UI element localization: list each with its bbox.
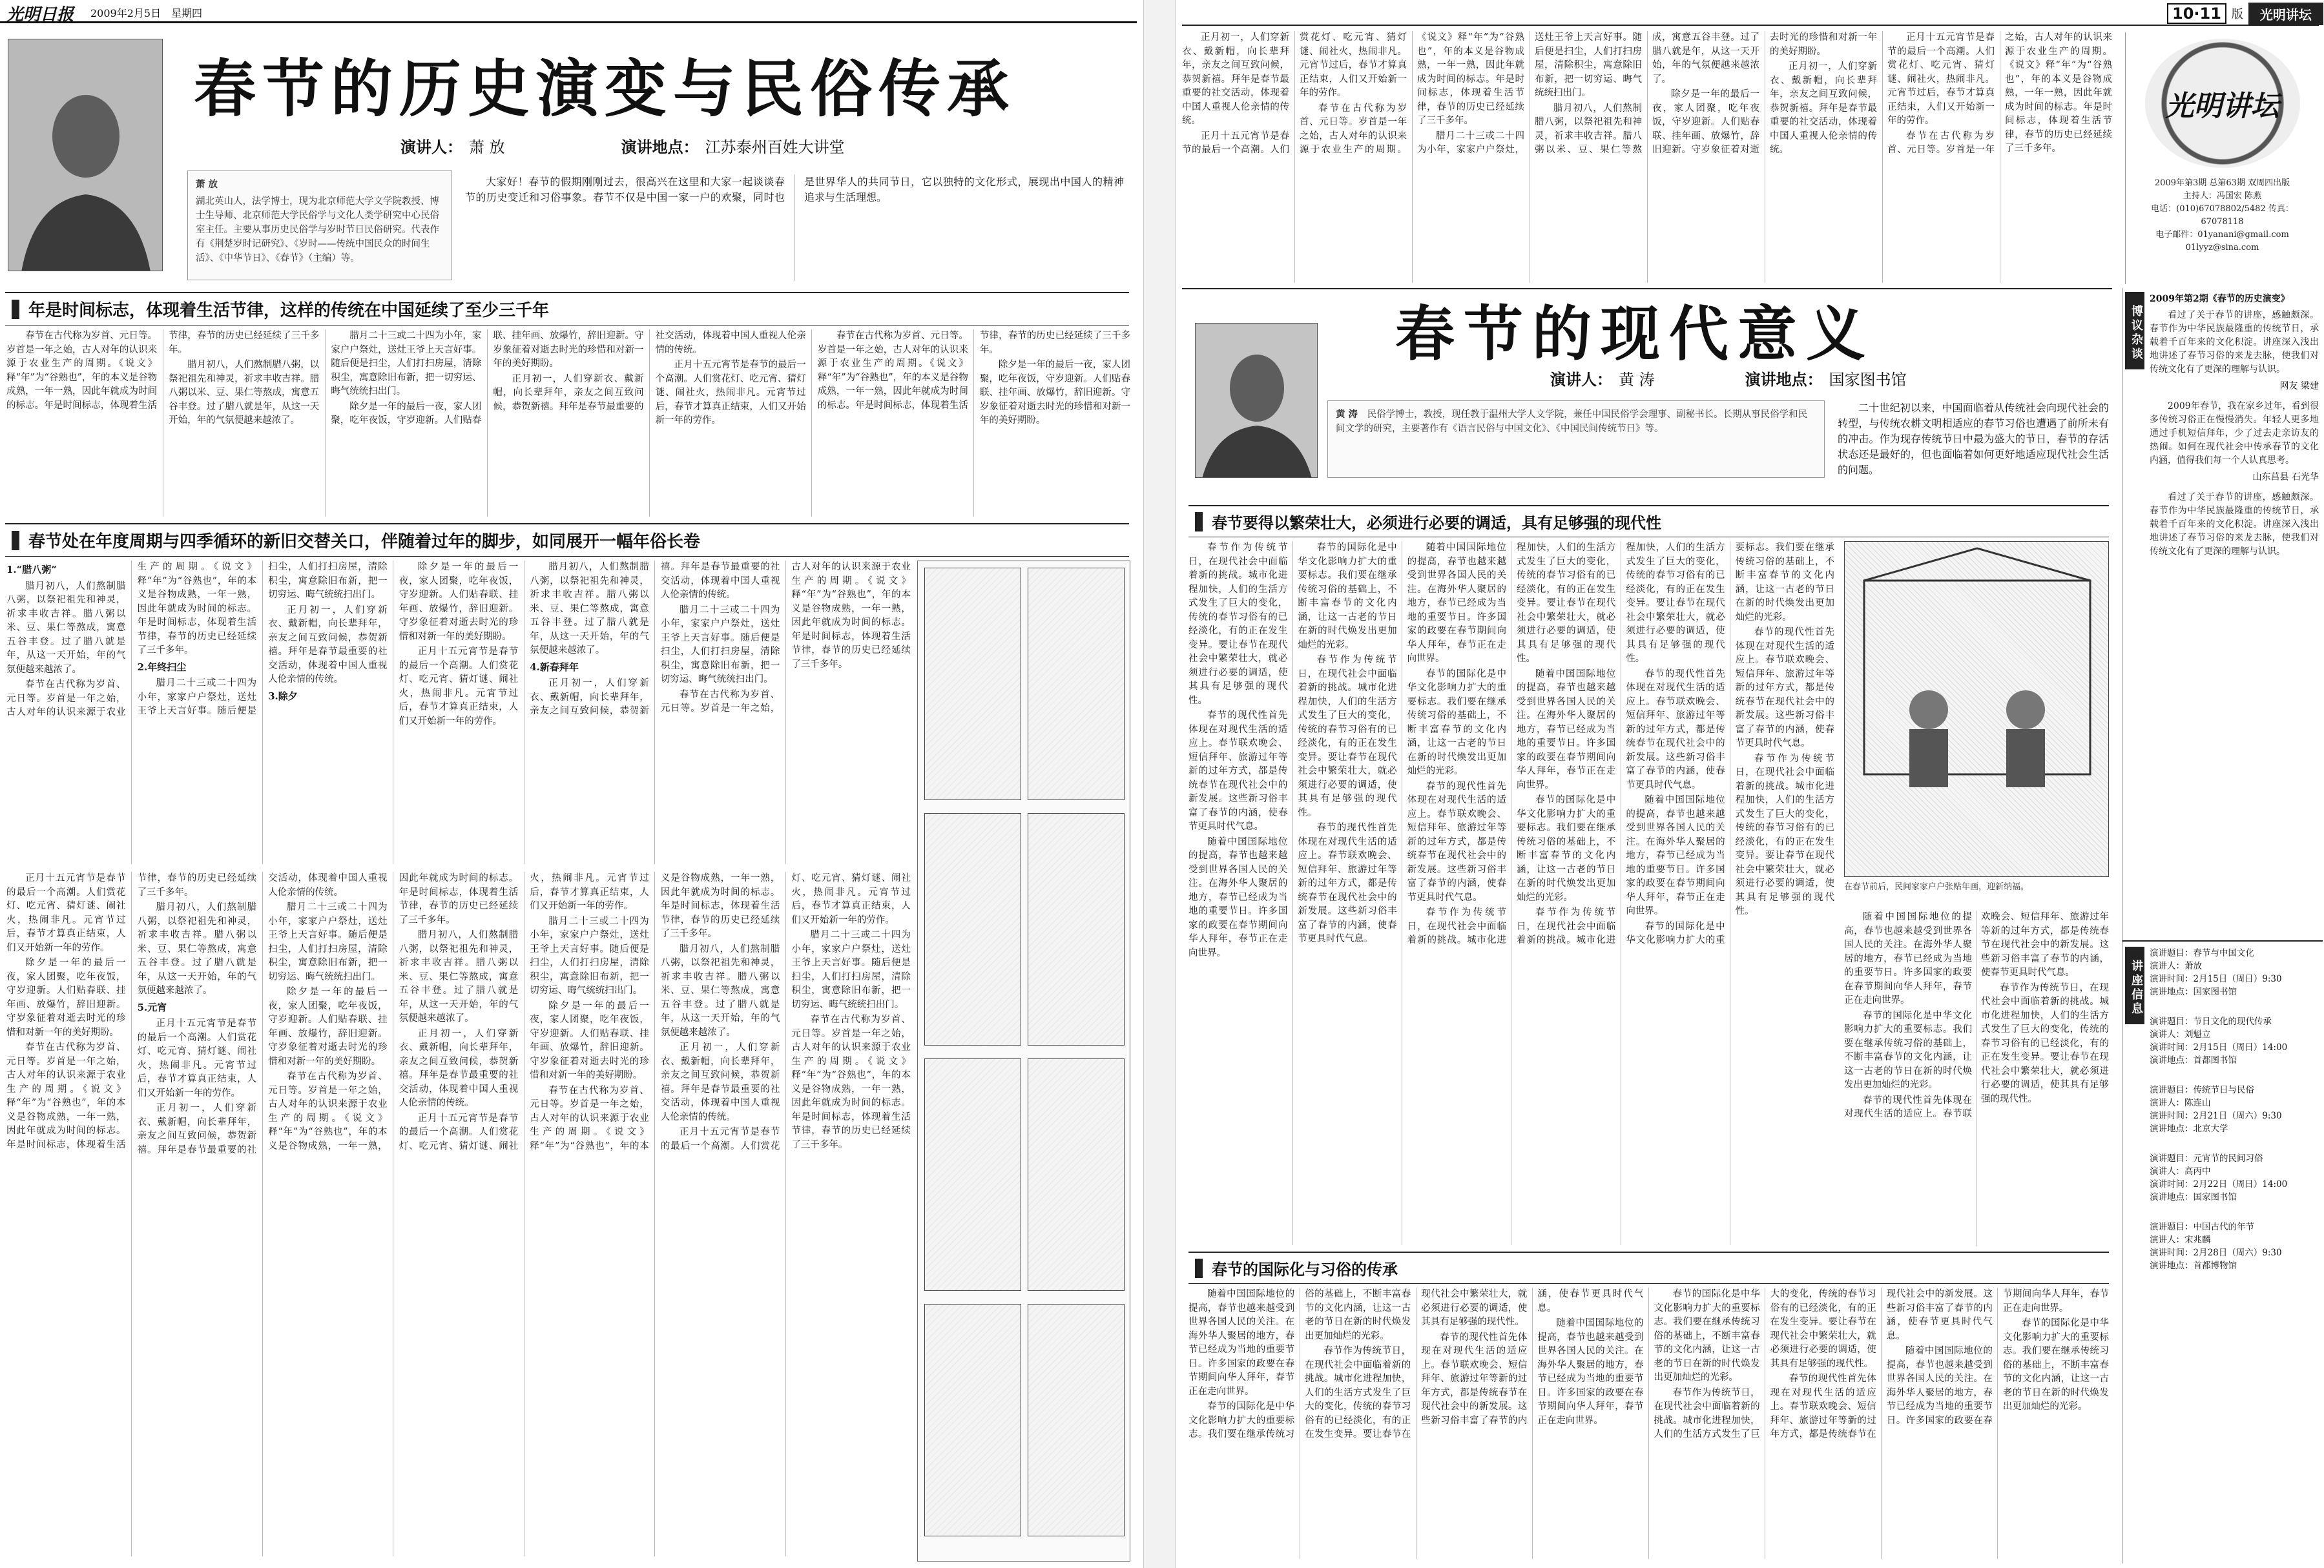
speaker-label: 演讲人： [400, 138, 462, 156]
body-paragraph: 春节的国际化是中华文化影响力扩大的重要标志。我们要在继承传统习俗的基础上，不断丰富春节的文化内涵，让这一古老的节日在新的时代焕发出更加灿烂的光彩。 [1626, 542, 1834, 945]
body-paragraph: 腊月初八，人们熬制腊八粥，以祭祀祖先和神灵，祈求丰收吉祥。腊八粥以米、豆、果仁等熬成，寓意五谷丰登。过了腊八就是年，从这一天开始，年的气氛便越来越浓了。 [137, 902, 257, 996]
lecture2-section1-body [1188, 541, 1834, 1245]
section2-body-top [6, 561, 911, 864]
new-year-woodcut-illustration [1844, 541, 2109, 877]
event-title: 演讲题目：元宵节的民间习俗 [2150, 1153, 2263, 1164]
body-paragraph: 春节的国际化是中华文化影响力扩大的重要标志。我们要在继承传统习俗的基础上，不断丰富春节的文化内涵，让这一古老的节日在新的时代焕发出更加灿烂的光彩。 [1188, 1289, 1411, 1439]
event-title: 演讲题目：传统节日与民俗 [2150, 1085, 2254, 1095]
body-paragraph: 除夕是一年的最后一夜，家人团聚，吃年夜饭，守岁迎新。人们贴春联、挂年画、放爆竹，辞旧迎新。守岁象征着对逝去时光的珍惜和对新一年的美好期盼。 [331, 331, 644, 426]
body-paragraph: 随着中国国际地位的提高，春节也越来越受到世界各国人民的关注。在海外华人聚居的地方，春节已经成为当地的重要节日。许多国家的政要在春节期间向华人拜年，春节正在走向世界。 [1188, 1289, 1295, 1397]
speaker-portrait-icon [8, 39, 163, 271]
sidebar [2122, 288, 2322, 1563]
section-heading-2 [5, 523, 1129, 557]
body-paragraph: 春节作为传统节日，在现代社会中面临着新的挑战。城市化进程加快，人们的生活方式发生了巨大的变化，传统的春节习俗有的已经淡化，有的正在发生变异。要让春节在现代社会中繁荣壮大，就必须进行必要的调适，使其具有足够强的现代性。 [1298, 655, 1397, 818]
comment-author: 山东莒县 石光华 [2252, 472, 2319, 482]
section-heading-3 [1188, 505, 2109, 537]
body-paragraph: 春节的现代性首先体现在对现代生活的适应上。春节联欢晚会、短信拜年、旅游过年等新的过年方式，都是传统春节在现代社会中的新发展。这些新习俗丰富了春节的内涵，使春节更具时代气息。 [1844, 912, 2109, 1119]
column-logo [2145, 39, 2300, 168]
event-item [2150, 1152, 2319, 1204]
event-speaker: 演讲人：高丙中 [2150, 1166, 2211, 1177]
body-paragraph: 春节的现代性首先体现在对现代生活的适应上。春节联欢晚会、短信拜年、旅游过年等新的过年方式，都是传统春节在现代社会中的新发展。这些新习俗丰富了春节的内涵，使春节更具时代气息。 [1421, 1289, 1644, 1426]
subhead: 1.“腊八粥” [6, 564, 57, 575]
body-paragraph: 正月初一，人们穿新衣、戴新帽，向长辈拜年，亲友之间互致问候，恭贺新禧。拜年是春节最重要的社交活动，体现着中国人重视人伦亲情的传统。 [137, 873, 388, 1155]
body-paragraph: 除夕是一年的最后一夜，家人团聚，吃年夜饭，守岁迎新。人们贴春联、挂年画、放爆竹，辞旧迎新。守岁象征着对逝去时光的珍惜和对新一年的美好期盼。 [6, 958, 126, 1038]
body-paragraph: 正月初一，人们穿新衣、戴新帽，向长辈拜年，亲友之间互致问候，恭贺新禧。拜年是春节最重要的社交活动，体现着中国人重视人伦亲情的传统。 [660, 1042, 780, 1122]
body-paragraph: 春节的现代性首先体现在对现代生活的适应上。春节联欢晚会、短信拜年、旅游过年等新的过年方式，都是传统春节在现代社会中的新发展。这些新习俗丰富了春节的内涵，使春节更具时代气息。 [1407, 781, 1506, 903]
body-paragraph: 春节作为传统节日，在现代社会中面临着新的挑战。城市化进程加快，人们的生活方式发生了巨大的变化，传统的春节习俗有的已经淡化，有的正在发生变异。要让春节在现代社会中繁荣壮大，就必须进行必要的调适，使其具有足够强的现代性。 [1735, 753, 1834, 916]
issue-weekday: 星期四 [171, 7, 203, 19]
venue-label: 演讲地点： [621, 138, 699, 156]
body-paragraph: 腊月二十三或二十四为小年，家家户户祭灶，送灶王爷上天言好事。随后便是扫尘，人们打扫房屋，清除积尘，寓意除旧布新，把一切穷运、晦气统统扫出门。 [331, 331, 482, 397]
body-paragraph: 春节的国际化是中华文化影响力扩大的重要标志。我们要在继承传统习俗的基础上，不断丰富春节的文化内涵，让这一古老的节日在新的时代焕发出更加灿烂的光彩。 [2002, 1318, 2109, 1412]
body-paragraph: 春节在古代称为岁首、元日等。岁首是一年之始，古人对年的认识来源于农业生产的周期。《说文》释“年”为“谷熟也”，年的本义是谷物成熟，一年一熟，因此年就成为时间的标志。年是时间标志，体现着生活节律，春节的历史已经延续了三千多年。 [6, 331, 320, 411]
body-paragraph: 腊月初八，人们熬制腊八粥，以祭祀祖先和神灵，祈求丰收吉祥。腊八粥以米、豆、果仁等熬成，寓意五谷丰登。过了腊八就是年，从这一天开始，年的气氛便越来越浓了。 [6, 581, 126, 675]
body-paragraph: 春节的国际化是中华文化影响力扩大的重要标志。我们要在继承传统习俗的基础上，不断丰富春节的文化内涵，让这一古老的节日在新的时代焕发出更加灿烂的光彩。 [1298, 542, 1397, 650]
body-paragraph: 腊月初八，人们熬制腊八粥，以祭祀祖先和神灵，祈求丰收吉祥。腊八粥以米、豆、果仁等熬成，寓意五谷丰登。过了腊八就是年，从这一天开始，年的气氛便越来越浓了。 [660, 944, 780, 1038]
body-paragraph: 腊月二十三或二十四为小年，家家户户祭灶，送灶王爷上天言好事。随后便是扫尘，人们打扫房屋，清除积尘，寓意除旧布新，把一切穷运、晦气统统扫出门。 [791, 930, 911, 1010]
venue-name: 国家图书馆 [1829, 371, 1907, 389]
body-paragraph: 正月十五元宵节是春节的最后一个高潮。人们赏花灯、吃元宵、猜灯谜、闹社火，热闹非凡。元宵节过后，春节才算真正结束，人们又开始新一年的劳作。 [6, 873, 126, 953]
speaker-portrait-icon [1196, 324, 1318, 478]
lecture2-byline [1550, 367, 1907, 389]
body-paragraph: 春节的现代性首先体现在对现代生活的适应上。春节联欢晚会、短信拜年、旅游过年等新的过年方式，都是传统春节在现代社会中的新发展。这些新习俗丰富了春节的内涵，使春节更具时代气息。 [1735, 627, 1834, 748]
body-paragraph: 春节作为传统节日，在现代社会中面临着新的挑战。城市化进程加快，人们的生活方式发生了巨大的变化，传统的春节习俗有的已经淡化，有的正在发生变异。要让春节在现代社会中繁荣壮大，就必须进行必要的调适，使其具有足够强的现代性。 [1407, 542, 1616, 945]
newspaper-logo: 光明日报 [6, 5, 74, 25]
section2-body-bottom [6, 872, 911, 1556]
speaker-photo [8, 39, 163, 271]
sidebar-tab-events: 讲座信息 [2125, 947, 2144, 1024]
section1-body [6, 329, 1130, 517]
event-speaker: 演讲人：陈连山 [2150, 1098, 2211, 1108]
body-paragraph: 正月初一，人们穿新衣、戴新帽，向长辈拜年，亲友之间互致问候，恭贺新禧。拜年是春节最重要的社交活动，体现着中国人重视人伦亲情的传统。 [493, 331, 806, 412]
body-paragraph: 春节在古代称为岁首、元日等。岁首是一年之始，古人对年的认识来源于农业生产的周期。《说文》释“年”为“谷熟也”，年的本义是谷物成熟，一年一熟，因此年就成为时间的标志。年是时间标志，体现着生活节律，春节的历史已经延续了三千多年。 [6, 873, 257, 1150]
body-paragraph: 春节在古代称为岁首、元日等。岁首是一年之始，古人对年的认识来源于农业生产的周期。《说文》释“年”为“谷熟也”，年的本义是谷物成熟，一年一熟，因此年就成为时间的标志。年是时间标志，体现着生活节律，春节的历史已经延续了三千多年。 [1887, 32, 2112, 155]
body-paragraph: 腊月二十三或二十四为小年，家家户户祭灶，送灶王爷上天言好事。随后便是扫尘，人们打扫房屋，清除积尘，寓意除旧布新，把一切穷运、晦气统统扫出门。 [137, 562, 388, 716]
masthead [0, 0, 1137, 23]
body-paragraph: 春节作为传统节日，在现代社会中面临着新的挑战。城市化进程加快，人们的生活方式发生了巨大的变化，传统的春节习俗有的已经淡化，有的正在发生变异。要让春节在现代社会中繁荣壮大，就必须进行必要的调适，使其具有足够强的现代性。 [1516, 542, 1725, 945]
bio-name: 黄 涛 [1336, 409, 1358, 420]
event-place: 演讲地点：国家图书馆 [2150, 987, 2237, 997]
section-heading-3-text: 春节要得以繁荣壮大，必须进行必要的调适，具有足够强的现代性 [1212, 514, 1661, 532]
sidebar-divider [2122, 940, 2323, 942]
body-paragraph: 除夕是一年的最后一夜，家人团聚，吃年夜饭，守岁迎新。人们贴春联、挂年画、放爆竹，辞旧迎新。守岁象征着对逝去时光的珍惜和对新一年的美好期盼。 [268, 987, 388, 1067]
lecture-event-list [2150, 947, 2319, 1289]
body-paragraph: 春节在古代称为岁首、元日等。岁首是一年之始，古人对年的认识来源于农业生产的周期。《说文》释“年”为“谷熟也”，年的本义是谷物成熟，一年一熟，因此年就成为时间的标志。年是时间标志，体现着生活节律，春节的历史已经延续了三千多年。 [1300, 32, 1524, 155]
body-paragraph: 春节的现代性首先体现在对现代生活的适应上。春节联欢晚会、短信拜年、旅游过年等新的过年方式，都是传统春节在现代社会中的新发展。这些新习俗丰富了春节的内涵，使春节更具时代气息。 [1298, 823, 1397, 944]
event-time: 演讲时间：2月28日（周六）9:30 [2150, 1248, 2282, 1258]
body-paragraph: 春节的国际化是中华文化影响力扩大的重要标志。我们要在继承传统习俗的基础上，不断丰富春节的文化内涵，让这一古老的节日在新的时代焕发出更加灿烂的光彩。 [1407, 668, 1506, 776]
body-paragraph: 正月十五元宵节是春节的最后一个高潮。人们赏花灯、吃元宵、猜灯谜、闹社火，热闹非凡。元宵节过后，春节才算真正结束，人们又开始新一年的劳作。 [1182, 32, 1407, 155]
body-paragraph: 随着中国国际地位的提高，春节也越来越受到世界各国人民的关注。在海外华人聚居的地方，春节已经成为当地的重要节日。许多国家的政要在春节期间向华人拜年，春节正在走向世界。 [1537, 1318, 1644, 1426]
folk-illustration-2 [1028, 568, 1125, 800]
body-paragraph: 除夕是一年的最后一夜，家人团聚，吃年夜饭，守岁迎新。人们贴春联、挂年画、放爆竹，辞旧迎新。守岁象征着对逝去时光的珍惜和对新一年的美好期盼。 [979, 360, 1130, 426]
speaker-label: 演讲人： [1550, 370, 1612, 389]
woodcut-scene-icon [1845, 542, 2110, 878]
body-paragraph: 春节作为传统节日，在现代社会中面临着新的挑战。城市化进程加快，人们的生活方式发生了巨大的变化，传统的春节习俗有的已经淡化，有的正在发生变异。要让春节在现代社会中繁荣壮大，就必须进行必要的调适，使其具有足够强的现代性。 [1654, 1289, 1876, 1439]
venue-name: 江苏泰州百姓大讲堂 [705, 138, 845, 156]
logo-info-line: 01lyyz@sina.com [2185, 243, 2259, 253]
body-paragraph: 正月十五元宵节是春节的最后一个高潮。人们赏花灯、吃元宵、猜灯谜、闹社火，热闹非凡。元宵节过后，春节才算真正结束，人们又开始新一年的劳作。 [399, 873, 649, 1151]
event-item [2150, 1084, 2319, 1135]
bio-text: 民俗学博士，教授，现任教于温州大学人文学院，兼任中国民俗学会理事、副秘书长。长期从事民俗学和民间文学的研究，主要著作有《语言民俗与中国文化》、《中国民间传统节日》等。 [1336, 409, 1808, 434]
body-paragraph: 随着中国国际地位的提高，春节也越来越受到世界各国人民的关注。在海外华人聚居的地方，春节已经成为当地的重要节日。许多国家的政要在春节期间向华人拜年，春节正在走向世界。 [1516, 668, 1616, 790]
bio-name: 萧 放 [196, 179, 218, 190]
folk-illustration-1 [924, 568, 1021, 800]
body-paragraph: 腊月初八，人们熬制腊八粥，以祭祀祖先和神灵，祈求丰收吉祥。腊八粥以米、豆、果仁等熬成，寓意五谷丰登。过了腊八就是年，从这一天开始，年的气氛便越来越浓了。 [169, 360, 320, 426]
page-number: 10·11 [2167, 3, 2226, 24]
logo-info-line: 电话：(010)67078802/5482 传真：67078118 [2151, 204, 2294, 227]
subhead: 2.年终扫尘 [137, 661, 187, 673]
body-paragraph: 正月十五元宵节是春节的最后一个高潮。人们赏花灯、吃元宵、猜灯谜、闹社火，热闹非凡。元宵节过后，春节才算真正结束，人们又开始新一年的劳作。 [399, 646, 519, 727]
lecture1-continued [1182, 31, 2112, 283]
body-paragraph: 除夕是一年的最后一夜，家人团聚，吃年夜饭，守岁迎新。人们贴春联、挂年画、放爆竹，辞旧迎新。守岁象征着对逝去时光的珍惜和对新一年的美好期盼。 [399, 562, 519, 642]
body-paragraph: 春节在古代称为岁首、元日等。岁首是一年之始，古人对年的认识来源于农业生产的周期。《说文》释“年”为“谷熟也”，年的本义是谷物成熟，一年一熟，因此年就成为时间的标志。年是时间标志，体现着生活节律，春节的历史已经延续了三千多年。 [660, 562, 911, 714]
body-paragraph: 腊月初八，人们熬制腊八粥，以祭祀祖先和神灵，祈求丰收吉祥。腊八粥以米、豆、果仁等熬成，寓意五谷丰登。过了腊八就是年，从这一天开始，年的气氛便越来越浓了。 [399, 930, 519, 1024]
body-paragraph: 春节在古代称为岁首、元日等。岁首是一年之始，古人对年的认识来源于农业生产的周期。《说文》释“年”为“谷熟也”，年的本义是谷物成熟，一年一熟，因此年就成为时间的标志。年是时间标志，体现着生活节律，春节的历史已经延续了三千多年。 [530, 873, 780, 1151]
body-paragraph: 随着中国国际地位的提高，春节也越来越受到世界各国人民的关注。在海外华人聚居的地方，春节已经成为当地的重要节日。许多国家的政要在春节期间向华人拜年，春节正在走向世界。 [1188, 836, 1288, 958]
sidebar-comments [2150, 292, 2319, 559]
event-speaker: 演讲人：刘魁立 [2150, 1029, 2211, 1040]
page-unit: 版 [2231, 8, 2243, 21]
column-logo-text: 光明讲坛 [2165, 90, 2279, 123]
body-paragraph: 腊月二十三或二十四为小年，家家户户祭灶，送灶王爷上天言好事。随后便是扫尘，人们打扫房屋，清除积尘，寓意除旧布新，把一切穷运、晦气统统扫出门。 [660, 604, 780, 685]
sidebar-tab-comments: 博议杂谈 [2125, 292, 2144, 369]
event-place: 演讲地点：北京大学 [2150, 1124, 2228, 1134]
event-place: 演讲地点：首都博物馆 [2150, 1261, 2237, 1271]
body-paragraph: 正月初一，人们穿新衣、戴新帽，向长辈拜年，亲友之间互致问候，恭贺新禧。拜年是春节最重要的社交活动，体现着中国人重视人伦亲情的传统。 [399, 1028, 519, 1108]
body-paragraph: 正月十五元宵节是春节的最后一个高潮。人们赏花灯、吃元宵、猜灯谜、闹社火，热闹非凡。元宵节过后，春节才算真正结束，人们又开始新一年的劳作。 [660, 873, 911, 1151]
lecture1-byline [400, 134, 845, 157]
body-paragraph: 春节在古代称为岁首、元日等。岁首是一年之始，古人对年的认识来源于农业生产的周期。《说文》释“年”为“谷熟也”，年的本义是谷物成熟，一年一熟，因此年就成为时间的标志。年是时间标志，体现着生活节律，春节的历史已经延续了三千多年。 [817, 331, 1130, 411]
lecture2-title: 春节的现代意义 [1395, 299, 1875, 369]
lecture2-section2-body [1188, 1288, 2109, 1559]
body-paragraph: 除夕是一年的最后一夜，家人团聚，吃年夜饭，守岁迎新。人们贴春联、挂年画、放爆竹，辞旧迎新。守岁象征着对逝去时光的珍惜和对新一年的美好期盼。 [1652, 32, 1877, 155]
comment-text: 看过了关于春节的讲座，感触颇深。春节作为中华民族最隆重的传统节日，承载着千百年来的文化积淀。讲座深入浅出地讲述了春节习俗的来龙去脉，使我们对传统文化有了更深的理解与认识。 [2150, 492, 2319, 557]
folk-illustration-3 [924, 813, 1021, 1046]
body-paragraph: 腊月二十三或二十四为小年，家家户户祭灶，送灶王爷上天言好事。随后便是扫尘，人们打扫房屋，清除积尘，寓意除旧布新，把一切穷运、晦气统统扫出门。 [1417, 32, 1642, 155]
lecture2-intro [1838, 400, 2109, 497]
event-item [2150, 1015, 2319, 1067]
comment-title: 2009年第2期《春节的历史演变》 [2150, 294, 2290, 304]
body-paragraph: 春节的国际化是中华文化影响力扩大的重要标志。我们要在继承传统习俗的基础上，不断丰富春节的文化内涵，让这一古老的节日在新的时代焕发出更加灿烂的光彩。 [1654, 1289, 1760, 1383]
event-item [2150, 1221, 2319, 1272]
event-title: 演讲题目：节日文化的现代传承 [2150, 1016, 2272, 1027]
speaker-name: 萧 放 [469, 138, 505, 156]
section-heading-4 [1188, 1252, 2109, 1284]
folk-illustration-6 [1028, 1058, 1125, 1291]
lecture1-title: 春节的历史演变与民俗传承 [194, 52, 1015, 125]
lecture2-section1-side [1844, 911, 2109, 1246]
body-paragraph: 春节在古代称为岁首、元日等。岁首是一年之始，古人对年的认识来源于农业生产的周期。《说文》释“年”为“谷熟也”，年的本义是谷物成熟，一年一熟，因此年就成为时间的标志。年是时间标志，体现着生活节律，春节的历史已经延续了三千多年。 [791, 1015, 911, 1150]
body-paragraph: 春节的国际化是中华文化影响力扩大的重要标志。我们要在继承传统习俗的基础上，不断丰富春节的文化内涵，让这一古老的节日在新的时代焕发出更加灿烂的光彩。 [1844, 1010, 1972, 1090]
lecture1-bio [187, 170, 452, 280]
event-time: 演讲时间：2月15日（周日）9:30 [2150, 974, 2282, 984]
subhead: 3.除夕 [268, 690, 298, 702]
comment-text: 2009年春节，我在家乡过年，看到很多传统习俗正在慢慢消失。年轻人更多地通过手机短信拜年，少了过去走亲访友的热闹。如何在现代社会中传承春节的文化内涵，值得我们每一个人认真思考。 [2150, 401, 2319, 466]
body-paragraph: 除夕是一年的最后一夜，家人团聚，吃年夜饭，守岁迎新。人们贴春联、挂年画、放爆竹，辞旧迎新。守岁象征着对逝去时光的珍惜和对新一年的美好期盼。 [530, 1000, 649, 1080]
section-heading-4-text: 春节的国际化与习俗的传承 [1212, 1261, 1398, 1279]
event-speaker: 演讲人：萧放 [2150, 961, 2202, 971]
body-paragraph: 春节在古代称为岁首、元日等。岁首是一年之始，古人对年的认识来源于农业生产的周期。《说文》释“年”为“谷熟也”，年的本义是谷物成熟，一年一熟，因此年就成为时间的标志。年是时间标志，体现着生活节律，春节的历史已经延续了三千多年。 [6, 562, 257, 717]
body-paragraph: 随着中国国际地位的提高，春节也越来越受到世界各国人民的关注。在海外华人聚居的地方，春节已经成为当地的重要节日。许多国家的政要在春节期间向华人拜年，春节正在走向世界。 [1844, 912, 1972, 1006]
section-heading-2-text: 春节处在年度周期与四季循环的新旧交替关口，伴随着过年的脚步，如同展开一幅年俗长卷 [28, 532, 701, 552]
event-place: 演讲地点：国家图书馆 [2150, 1192, 2237, 1202]
event-time: 演讲时间：2月15日（周日）14:00 [2150, 1042, 2288, 1053]
body-paragraph: 随着中国国际地位的提高，春节也越来越受到世界各国人民的关注。在海外华人聚居的地方，春节已经成为当地的重要节日。许多国家的政要在春节期间向华人拜年，春节正在走向世界。 [1886, 1289, 2109, 1426]
comment-author: 网友 梁建 [2279, 381, 2319, 391]
comment-text: 看过了关于春节的讲座，感触颇深。春节作为中华民族最隆重的传统节日，承载着千百年来的文化积淀。讲座深入浅出地讲述了春节习俗的来龙去脉，使我们对传统文化有了更深的理解与认识。 [2150, 310, 2319, 375]
logo-info-line: 2009年第3期 总第63期 双周四出版 [2154, 178, 2290, 188]
column-logo-box [2125, 32, 2319, 284]
body-paragraph: 春节的现代性首先体现在对现代生活的适应上。春节联欢晚会、短信拜年、旅游过年等新的过年方式，都是传统春节在现代社会中的新发展。这些新习俗丰富了春节的内涵，使春节更具时代气息。 [1626, 668, 1725, 790]
body-paragraph: 腊月二十三或二十四为小年，家家户户祭灶，送灶王爷上天言好事。随后便是扫尘，人们打扫房屋，清除积尘，寓意除旧布新，把一切穷运、晦气统统扫出门。 [530, 916, 649, 996]
logo-info-line: 电子邮件：01yanani@gmail.com [2155, 230, 2289, 240]
event-time: 演讲时间：2月21日（周六）9:30 [2150, 1111, 2282, 1121]
folk-illustration-4 [1028, 813, 1125, 1046]
event-place: 演讲地点：首都图书馆 [2150, 1055, 2237, 1066]
subhead: 4.新春拜年 [530, 661, 579, 673]
logo-info-line: 主持人：冯国宏 陈燕 [2183, 191, 2262, 201]
issue-date: 2009年2月5日 [90, 7, 161, 19]
column-name: 光明讲坛 [2248, 3, 2323, 25]
bio-text: 湖北英山人，法学博士，现为北京师范大学文学院教授、博士生导师、北京师范大学民俗学与文化人类学研究中心民俗室主任。主要从事历史民俗学与岁时节日民俗研究。代表作有《荆楚岁时记研究》、《岁时——传统中国民众的时间生活》、《中华节日》、《春节》（主编）等。 [196, 196, 439, 263]
event-title: 演讲题目：春节与中国文化 [2150, 948, 2254, 958]
right-top-rule [1182, 25, 2319, 26]
illustration-caption: 在春节前后，民间家家户户张贴年画，迎新纳福。 [1844, 882, 2029, 892]
body-paragraph: 春节的国际化是中华文化影响力扩大的重要标志。我们要在继承传统习俗的基础上，不断丰富春节的文化内涵，让这一古老的节日在新的时代焕发出更加灿烂的光彩。 [1516, 795, 1616, 903]
event-time: 演讲时间：2月22日（周日）14:00 [2150, 1179, 2288, 1190]
body-paragraph: 腊月二十三或二十四为小年，家家户户祭灶，送灶王爷上天言好事。随后便是扫尘，人们打扫房屋，清除积尘，寓意除旧布新，把一切穷运、晦气统统扫出门。 [268, 902, 388, 982]
event-item [2150, 947, 2319, 998]
body-paragraph: 随着中国国际地位的提高，春节也越来越受到世界各国人民的关注。在海外华人聚居的地方，春节已经成为当地的重要节日。许多国家的政要在春节期间向华人拜年，春节正在走向世界。 [1407, 542, 1506, 664]
event-speaker: 演讲人：宋兆麟 [2150, 1235, 2211, 1245]
body-paragraph: 春节的现代性首先体现在对现代生活的适应上。春节联欢晚会、短信拜年、旅游过年等新的过年方式，都是传统春节在现代社会中的新发展。这些新习俗丰富了春节的内涵，使春节更具时代气息。 [1770, 1289, 1993, 1439]
event-title: 演讲题目：中国古代的年节 [2150, 1222, 2254, 1232]
folk-illustration-7 [924, 1304, 1021, 1536]
body-paragraph: 春节作为传统节日，在现代社会中面临着新的挑战。城市化进程加快，人们的生活方式发生了巨大的变化，传统的春节习俗有的已经淡化，有的正在发生变异。要让春节在现代社会中繁荣壮大，就必须进行必要的调适，使其具有足够强的现代性。 [1305, 1289, 1528, 1439]
lecture1-intro [465, 174, 1124, 281]
page-tag [2167, 3, 2323, 25]
venue-label: 演讲地点： [1745, 370, 1823, 389]
body-paragraph: 腊月初八，人们熬制腊八粥，以祭祀祖先和神灵，祈求丰收吉祥。腊八粥以米、豆、果仁等熬成，寓意五谷丰登。过了腊八就是年，从这一天开始，年的气氛便越来越浓了。 [1535, 32, 1759, 155]
body-paragraph: 正月十五元宵节是春节的最后一个高潮。人们赏花灯、吃元宵、猜灯谜、闹社火，热闹非凡。元宵节过后，春节才算真正结束，人们又开始新一年的劳作。 [655, 360, 806, 426]
lecture2-bio [1327, 400, 1825, 478]
body-paragraph: 正月十五元宵节是春节的最后一个高潮。人们赏花灯、吃元宵、猜灯谜、闹社火，热闹非凡。元宵节过后，春节才算真正结束，人们又开始新一年的劳作。 [1887, 32, 1995, 126]
folk-illustration-8 [1028, 1304, 1125, 1536]
subhead: 5.元宵 [137, 1001, 167, 1013]
body-paragraph: 春节作为传统节日，在现代社会中面临着新的挑战。城市化进程加快，人们的生活方式发生了巨大的变化，传统的春节习俗有的已经淡化，有的正在发生变异。要让春节在现代社会中繁荣壮大，就必须进行必要的调适，使其具有足够强的现代性。 [1981, 982, 2109, 1104]
folk-illustration-5 [924, 1058, 1021, 1291]
section-heading-1 [5, 292, 1129, 325]
folk-illustration-strip [917, 561, 1130, 1562]
body-paragraph: 春节在古代称为岁首、元日等。岁首是一年之始，古人对年的认识来源于农业生产的周期。《说文》释“年”为“谷熟也”，年的本义是谷物成熟，一年一熟，因此年就成为时间的标志。年是时间标志，体现着生活节律，春节的历史已经延续了三千多年。 [268, 873, 519, 1151]
body-paragraph: 腊月初八，人们熬制腊八粥，以祭祀祖先和神灵，祈求丰收吉祥。腊八粥以米、豆、果仁等熬成，寓意五谷丰登。过了腊八就是年，从这一天开始，年的气氛便越来越浓了。 [530, 562, 649, 655]
speaker-photo-2 [1195, 323, 1318, 478]
body-paragraph: 春节作为传统节日，在现代社会中面临着新的挑战。城市化进程加快，人们的生活方式发生了巨大的变化，传统的春节习俗有的已经淡化，有的正在发生变异。要让春节在现代社会中繁荣壮大，就必须进行必要的调适，使其具有足够强的现代性。 [1188, 542, 1288, 706]
intro-text: 二十世纪初以来，中国面临着从传统社会向现代社会的转型，与传统农耕文明相适应的春节习俗也遭遇了前所未有的冲击。作为现存传统节日中最为盛大的节日，春节的存活状态还是最好的，但也面临着如何更好地适应现代社会生活的问题。 [1838, 402, 2109, 476]
section-heading-1-text: 年是时间标志，体现着生活节律，这样的传统在中国延续了至少三千年 [28, 301, 550, 320]
page-gutter [1143, 0, 1176, 1568]
body-paragraph: 春节的现代性首先体现在对现代生活的适应上。春节联欢晚会、短信拜年、旅游过年等新的过年方式，都是传统春节在现代社会中的新发展。这些新习俗丰富了春节的内涵，使春节更具时代气息。 [1188, 710, 1288, 832]
intro-text: 大家好！春节的假期刚刚过去，很高兴在这里和大家一起谈谈春节的历史变迁和习俗事象。春节不仅是中国一家一户的欢聚，同时也是世界华人的共同节日，它以独特的文化形式，展现出中国人的精神追求与生活理想。 [465, 176, 1124, 203]
body-paragraph: 正月十五元宵节是春节的最后一个高潮。人们赏花灯、吃元宵、猜灯谜、闹社火，热闹非凡。元宵节过后，春节才算真正结束，人们又开始新一年的劳作。 [137, 1018, 257, 1099]
body-paragraph: 正月初一，人们穿新衣、戴新帽，向长辈拜年，亲友之间互致问候，恭贺新禧。拜年是春节最重要的社交活动，体现着中国人重视人伦亲情的传统。 [530, 562, 780, 716]
body-paragraph: 正月初一，人们穿新衣、戴新帽，向长辈拜年，亲友之间互致问候，恭贺新禧。拜年是春节最重要的社交活动，体现着中国人重视人伦亲情的传统。 [268, 604, 388, 685]
speaker-name: 黄 涛 [1619, 371, 1655, 389]
body-paragraph: 随着中国国际地位的提高，春节也越来越受到世界各国人民的关注。在海外华人聚居的地方，春节已经成为当地的重要节日。许多国家的政要在春节期间向华人拜年，春节正在走向世界。 [1626, 795, 1725, 916]
body-paragraph: 正月初一，人们穿新衣、戴新帽，向长辈拜年，亲友之间互致问候，恭贺新禧。拜年是春节最重要的社交活动，体现着中国人重视人伦亲情的传统。 [1182, 32, 1289, 126]
body-paragraph: 正月初一，人们穿新衣、戴新帽，向长辈拜年，亲友之间互致问候，恭贺新禧。拜年是春节最重要的社交活动，体现着中国人重视人伦亲情的传统。 [1770, 61, 1877, 155]
